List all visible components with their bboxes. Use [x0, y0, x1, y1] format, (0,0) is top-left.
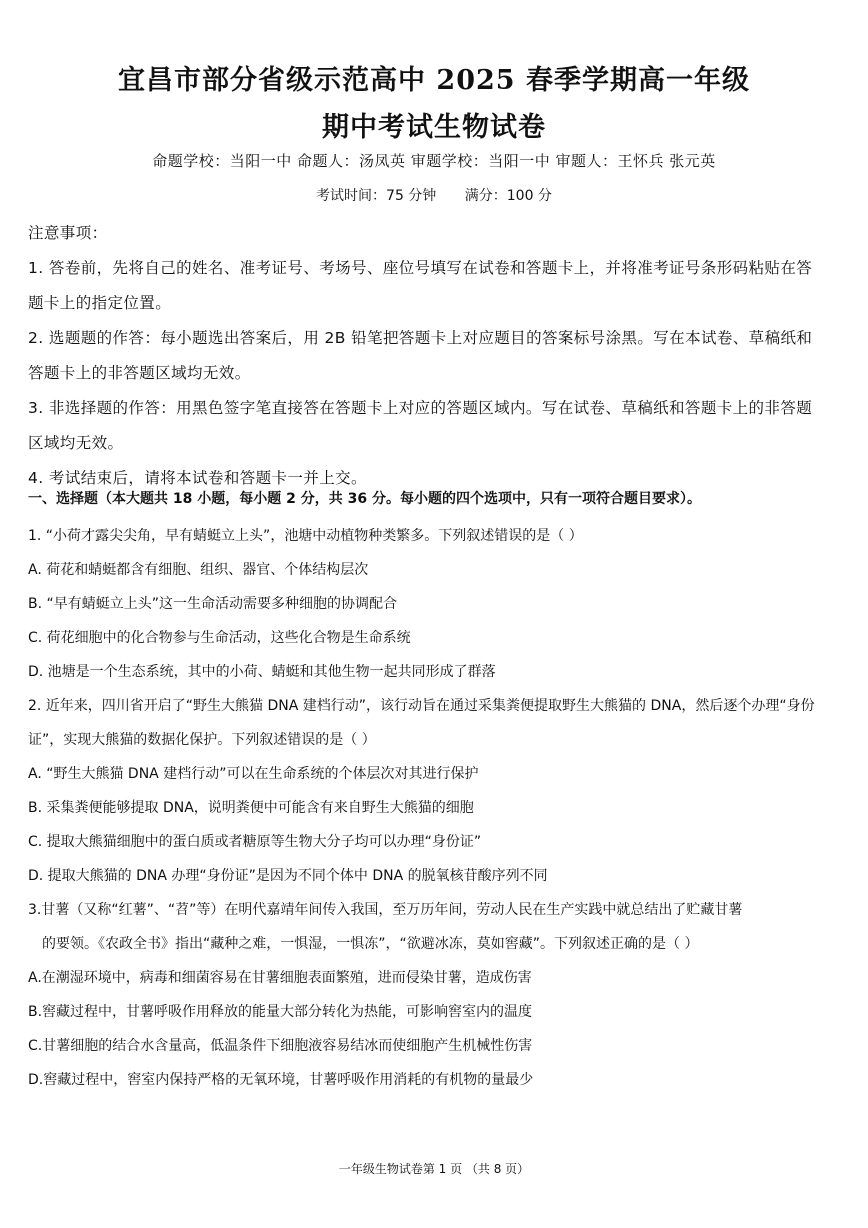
option-d: D. 提取大熊猫的 DNA 办理“身份证”是因为不同个体中 DNA 的脱氧核苷酸序列不同	[28, 868, 548, 884]
option-c: C.甘薯细胞的结合水含量高，低温条件下细胞液容易结冰而使细胞产生机械性伤害	[28, 1038, 533, 1054]
note-item: 2. 选题题的作答：每小题选出答案后，用 2B 铅笔把答题卡上对应题目的答案标号涂黑。写在本试卷、草稿纸和答题卡上的非答题区域均无效。	[28, 329, 813, 382]
option-b: B. 采集粪便能够提取 DNA，说明粪便中可能含有来自野生大熊猫的细胞	[28, 800, 474, 816]
note-item: 1. 答卷前，先将自己的姓名、准考证号、考场号、座位号填写在试卷和答题卡上，并将准考证号条形码粘贴在答题卡上的指定位置。	[28, 259, 813, 312]
note-item: 4. 考试结束后，请将本试卷和答题卡一并上交。	[28, 469, 367, 487]
full-score: 满分：100 分	[464, 188, 552, 204]
option-a: A.在潮湿环境中，病毒和细菌容易在甘薯细胞表面繁殖，进而侵染甘薯，造成伤害	[28, 970, 532, 986]
option-d: D.窖藏过程中，窖室内保持严格的无氧环境，甘薯呼吸作用消耗的有机物的量最少	[28, 1072, 534, 1088]
exam-title-line2: 期中考试生物试卷	[322, 112, 546, 143]
option-c: C. 荷花细胞中的化合物参与生命活动，这些化合物是生命系统	[28, 630, 411, 646]
authors-line: 命题学校：当阳一中 命题人：汤凤英 审题学校：当阳一中 审题人：王怀兵 张元英	[152, 152, 716, 170]
question-2	[28, 689, 833, 893]
notes-heading: 注意事项：	[28, 224, 108, 242]
question-3	[28, 893, 833, 1097]
question-stem: 1. “小荷才露尖尖角，早有蜻蜓立上头”，池塘中动植物种类繁多。下列叙述错误的是（ ）	[28, 528, 583, 544]
notes-block	[28, 216, 828, 496]
page-footer: 一年级生物试卷第 1 页 （共 8 页）	[338, 1162, 530, 1176]
question-stem-line1: 3.甘薯（又称“红薯”、“苕”等）在明代嘉靖年间传入我国，至万历年间，劳动人民在生产实践中就总结出了贮藏甘薯	[28, 902, 743, 918]
exam-time: 考试时间：75 分钟	[316, 188, 437, 204]
option-a: A. 荷花和蜻蜓都含有细胞、组织、器官、个体结构层次	[28, 562, 369, 578]
option-b: B.窖藏过程中，甘薯呼吸作用释放的能量大部分转化为热能，可影响窖室内的温度	[28, 1004, 533, 1020]
section-heading: 一、选择题（本大题共 18 小题，每小题 2 分，共 36 分。每小题的四个选项中，只有一项符合题目要求）。	[28, 491, 701, 507]
question-stem: 2. 近年来，四川省开启了“野生大熊猫 DNA 建档行动”，该行动旨在通过采集粪便提取野生大熊猫的 DNA，然后逐个办理“身份证”，实现大熊猫的数据化保护。下列叙述错误的是（ ）	[28, 698, 815, 748]
option-b: B. “早有蜻蜓立上头”这一生命活动需要多种细胞的协调配合	[28, 596, 398, 612]
question-1	[28, 519, 833, 689]
question-stem-line2: 的要领。《农政全书》指出“藏种之难，一惧湿，一惧冻”，“欲避冰冻，莫如窖藏”。下列叙述正确的是（ ）	[42, 936, 699, 952]
option-c: C. 提取大熊猫细胞中的蛋白质或者糖原等生物大分子均可以办理“身份证”	[28, 834, 482, 850]
option-a: A. “野生大熊猫 DNA 建档行动”可以在生命系统的个体层次对其进行保护	[28, 766, 479, 782]
exam-info-line	[0, 185, 868, 205]
option-d: D. 池塘是一个生态系统，其中的小荷、蜻蜓和其他生物一起共同形成了群落	[28, 664, 496, 680]
note-item: 3. 非选择题的作答：用黑色签字笔直接答在答题卡上对应的答题区域内。写在试卷、草稿纸和答题卡上的非答题区域均无效。	[28, 399, 813, 452]
exam-title-line1: 宜昌市部分省级示范高中 2025 春季学期高一年级	[118, 65, 750, 96]
